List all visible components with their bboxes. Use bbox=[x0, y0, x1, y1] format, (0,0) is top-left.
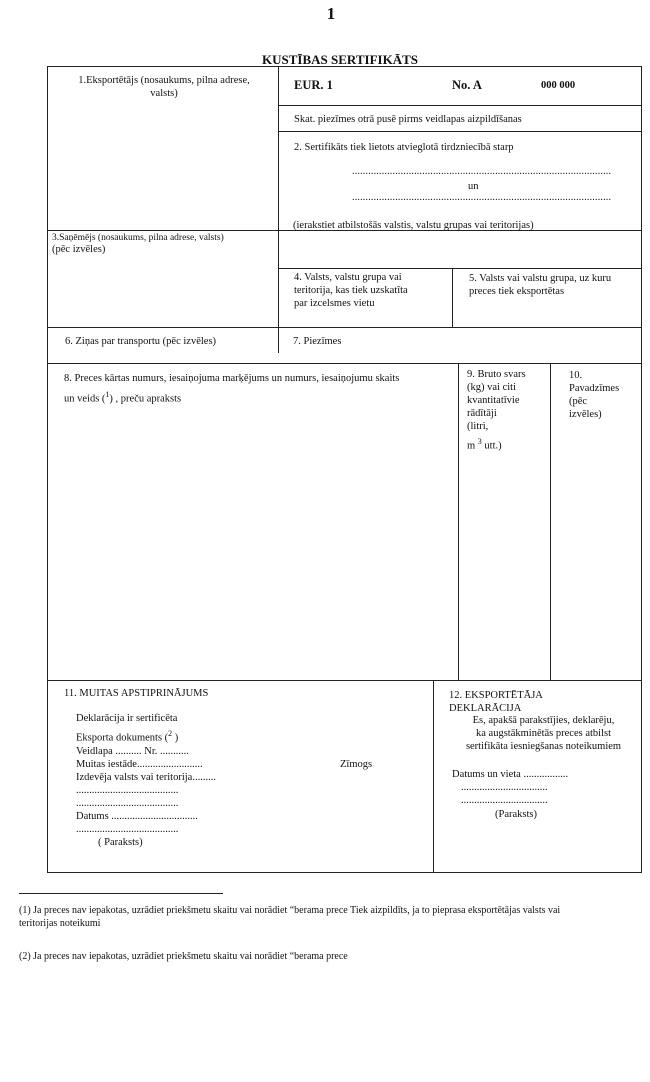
box2-country-line-2: ................................................................................................ bbox=[352, 192, 612, 203]
box12-signature: (Paraksts) bbox=[495, 809, 537, 820]
divider bbox=[47, 327, 641, 328]
divider bbox=[278, 268, 641, 269]
page-number: 1 bbox=[326, 4, 336, 23]
box5-label: 5. Valsts vai valstu grupa, uz kuru preces tiek eksportētas bbox=[469, 273, 612, 297]
divider bbox=[278, 66, 279, 353]
divider bbox=[452, 268, 453, 327]
eur1-label: EUR. 1 bbox=[294, 78, 333, 92]
divider bbox=[458, 363, 459, 680]
box8-label: 8. Preces kārtas numurs, iesaiņojuma marķējums un numurs, iesaiņojumu skaits un veids ($^1$) , preču apraksts bbox=[64, 373, 400, 405]
box9-label: 9. Bruto svars (kg) vai citi kvantitatīvie rādītāji (litri, m $^3$ utt.) bbox=[467, 369, 526, 452]
box11-content: Deklarācija ir sertificēta Eksporta dokuments ($^2$ ) Veidlapa .......... Nr. ........... Muitas iestāde......................... Izdevēja valsts vai teritorija......... ....................................... ....................................... Datums ................................. ....................................... bbox=[76, 713, 216, 835]
footnote-rule bbox=[19, 893, 223, 894]
box3-label: 3.Saņēmējs (nosaukums, pilna adrese, valsts) (pēc izvēles) bbox=[52, 233, 224, 255]
box12-declaration: Es, apakšā parakstījies, deklarēju, ka augstākminētās preces atbilst sertifikāta iesniegšanas noteikumiem bbox=[465, 715, 622, 752]
box7-label: 7. Piezīmes bbox=[293, 336, 342, 347]
divider bbox=[47, 363, 641, 364]
box10-label: 10. Pavadzīmes (pēc izvēles) bbox=[569, 370, 620, 420]
box2-hint: (ierakstiet atbilstošās valstis, valstu grupas vai teritorijas) bbox=[293, 220, 534, 231]
box2-and: un bbox=[468, 181, 479, 192]
stamp-label: Zīmogs bbox=[340, 759, 373, 770]
cert-number: 000 000 bbox=[541, 80, 576, 91]
cert-no-label: No. A bbox=[452, 78, 482, 92]
box2-label: 2. Sertifikāts tiek lietots atvieglotā tirdzniecībā starp bbox=[294, 142, 514, 153]
footnote-1: (1) Ja preces nav iepakotas, uzrādiet priekšmetu skaitu vai norādiet “berama prece Tiek aizpildīts, ja to pieprasa eksportētājas valsts vai teritorijas noteikumi bbox=[19, 905, 561, 929]
box12-title: 12. EKSPORTĒTĀJA DEKLARĀCIJA bbox=[449, 690, 543, 714]
footnote-2: (2) Ja preces nav iepakotas, uzrādiet priekšmetu skaitu vai norādiet “berama prece bbox=[19, 951, 348, 962]
box11-signature: ( Paraksts) bbox=[98, 837, 143, 848]
divider bbox=[433, 680, 434, 872]
box1-label: 1.Eksportētājs (nosaukums, pilna adrese, valsts) bbox=[78, 75, 250, 99]
divider bbox=[278, 105, 641, 106]
divider bbox=[47, 680, 641, 681]
box11-title: 11. MUITAS APSTIPRINĀJUMS bbox=[64, 688, 209, 699]
divider bbox=[550, 363, 551, 680]
form-title: KUSTĪBAS SERTIFIKĀTS bbox=[262, 52, 418, 67]
box6-label: 6. Ziņas par transportu (pēc izvēles) bbox=[65, 336, 217, 347]
box12-date: Datums un vieta ................. ................................. ................................. bbox=[452, 769, 569, 806]
note-back: Skat. piezīmes otrā pusē pirms veidlapas aizpildīšanas bbox=[294, 114, 522, 125]
divider bbox=[278, 131, 641, 132]
box4-label: 4. Valsts, valstu grupa vai teritorija, kas tiek uzskatīta par izcelsmes vietu bbox=[294, 272, 408, 309]
box2-country-line-1: ................................................................................................ bbox=[352, 166, 612, 177]
